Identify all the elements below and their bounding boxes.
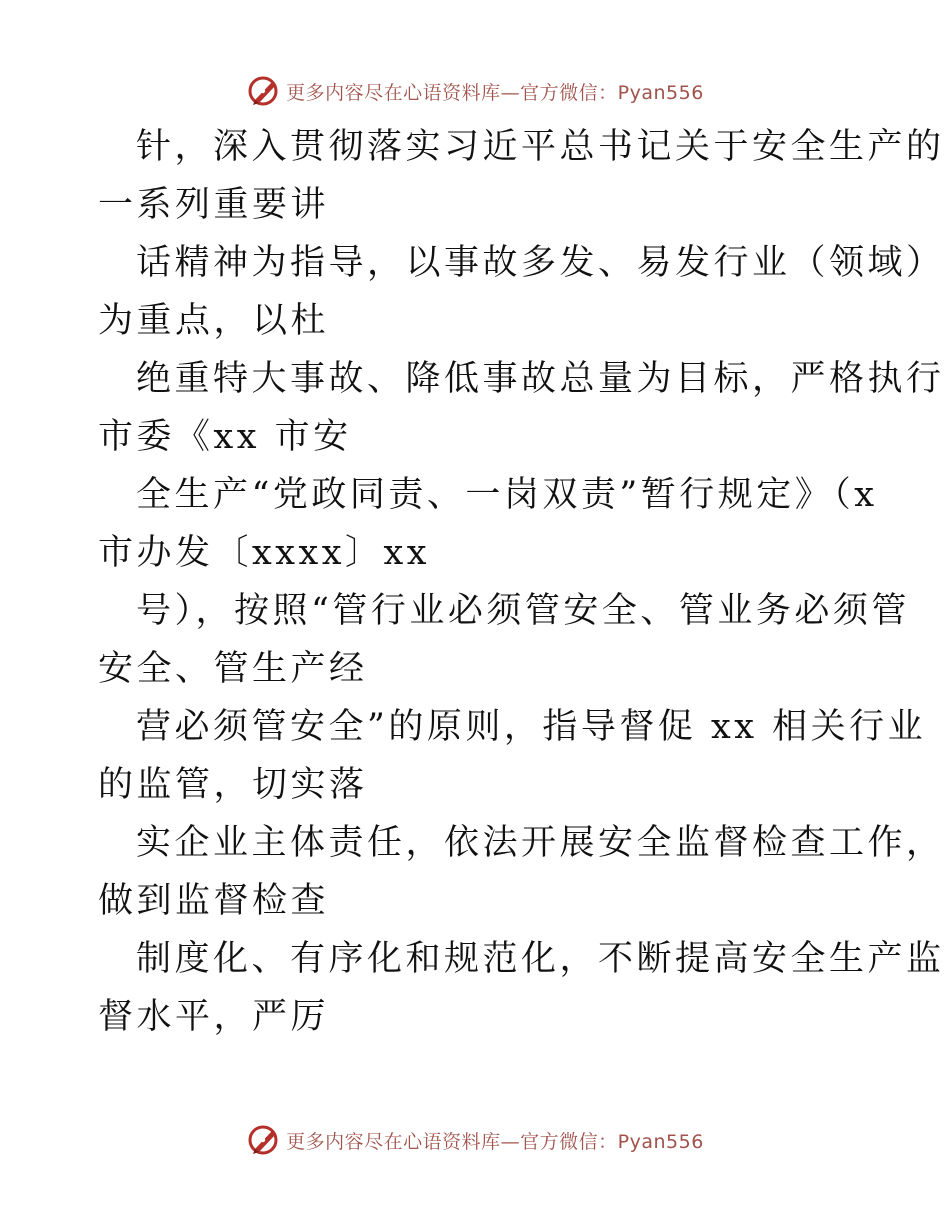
- pen-logo-icon: [246, 1122, 282, 1158]
- body-line: 为重点，以杜: [98, 301, 330, 341]
- body-line: 安全、管生产经: [98, 649, 368, 689]
- footer-wechat-id: Pyan556: [617, 1130, 704, 1153]
- body-line: 实企业主体责任，依法开展安全监督检查工作，: [136, 823, 945, 863]
- body-line: 制度化、有序化和规范化，不断提高安全生产监: [136, 939, 945, 979]
- body-line: 绝重特大事故、降低事故总量为目标，严格执行: [136, 359, 945, 399]
- body-line: 话精神为指导，以事故多发、易发行业（领域）: [136, 243, 945, 283]
- body-line: 督水平，严厉: [98, 997, 330, 1037]
- body-line: 针，深入贯彻落实习近平总书记关于安全生产的: [136, 127, 945, 167]
- footer-banner: [0, 1120, 950, 1160]
- header-banner-text: 更多内容尽在心语资料库—官方微信：Pyan556: [286, 81, 704, 104]
- header-banner: [0, 71, 950, 111]
- body-line: 营必须管安全”的原则，指导督促 xx 相关行业: [136, 707, 927, 747]
- body-line: 号），按照“管行业必须管安全、管业务必须管: [136, 591, 910, 631]
- body-line: 市办发〔xxxx〕xx: [98, 533, 430, 573]
- header-wechat-id: Pyan556: [617, 81, 704, 104]
- body-line: 的监管，切实落: [98, 765, 368, 805]
- body-line: 全生产“党政同责、一岗双责”暂行规定》（x: [136, 475, 878, 515]
- footer-banner-text: 更多内容尽在心语资料库—官方微信：Pyan556: [286, 1130, 704, 1153]
- body-line: 一系列重要讲: [98, 185, 330, 225]
- document-body: [98, 118, 945, 1046]
- body-line: 市委《xx 市安: [98, 417, 352, 457]
- pen-logo-icon: [246, 73, 282, 109]
- body-line: 做到监督检查: [98, 881, 330, 921]
